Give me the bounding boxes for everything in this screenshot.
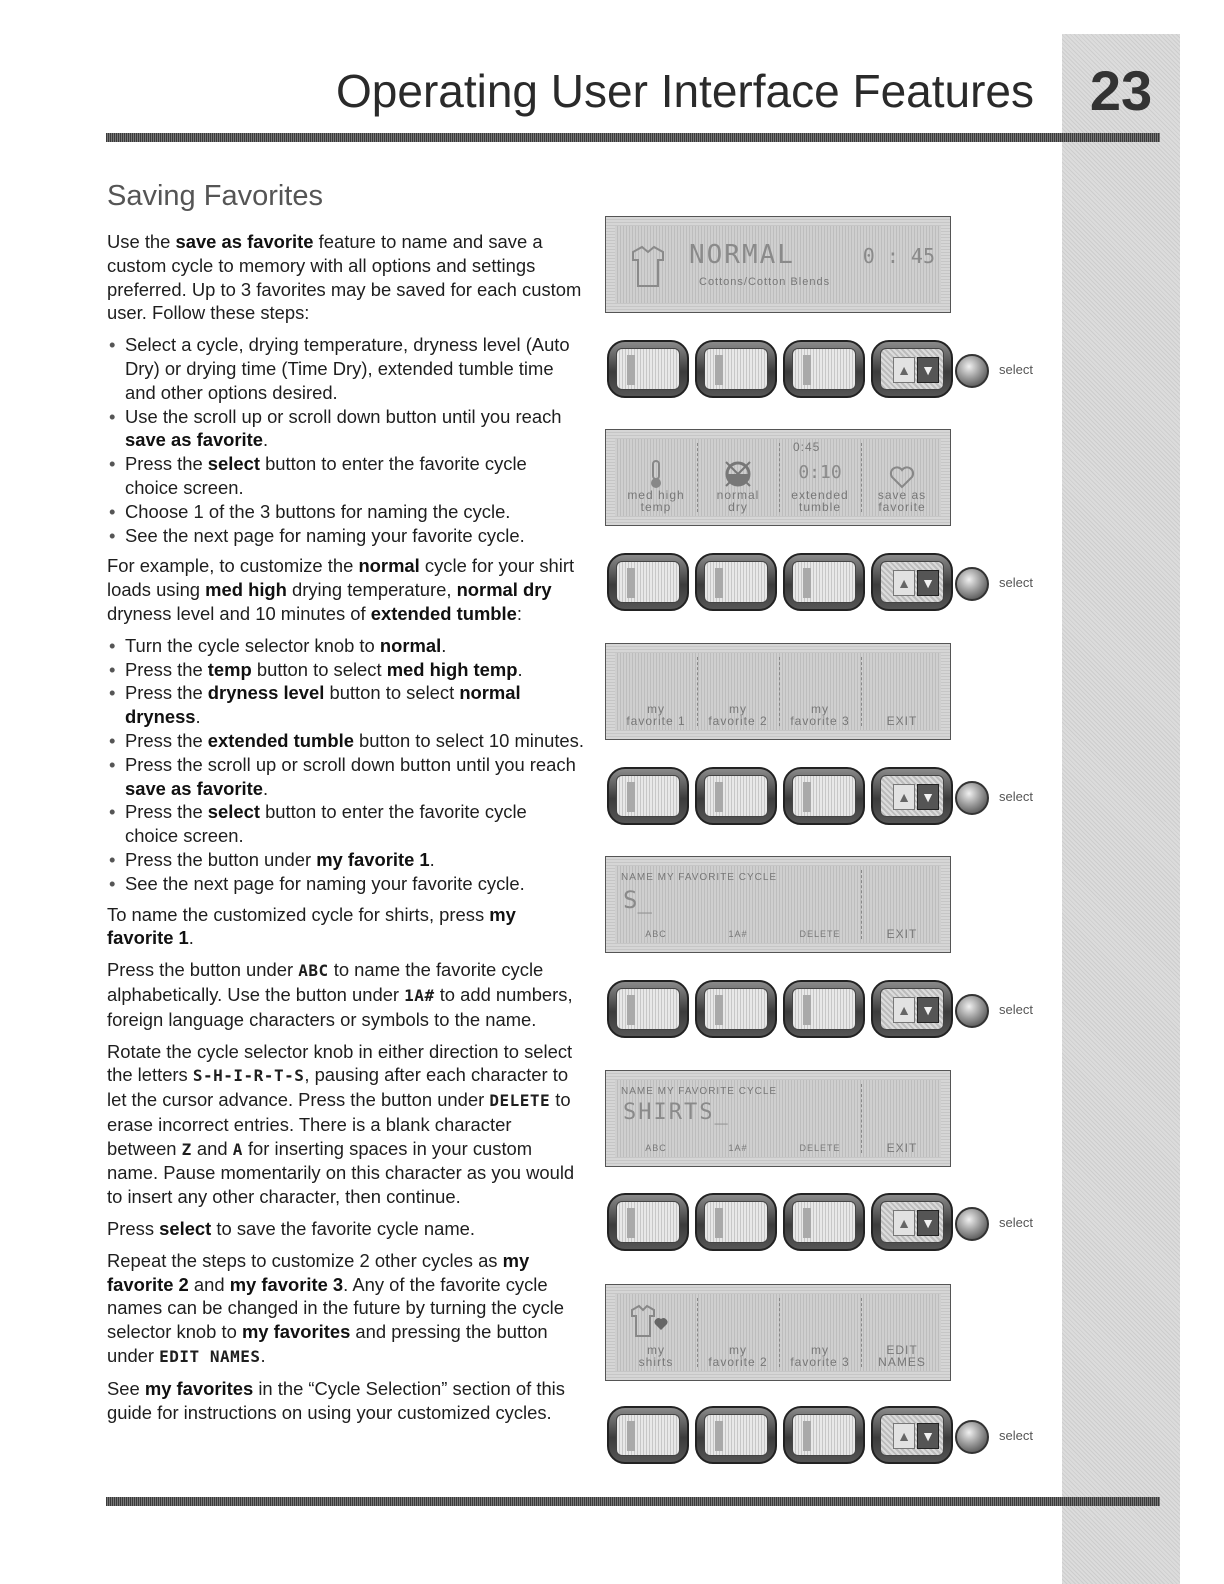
chevron-down-icon[interactable]: ▼ xyxy=(917,1210,939,1236)
favorite-2: my favorite 2 xyxy=(708,1343,768,1369)
scroll-buttons[interactable] xyxy=(871,1406,953,1464)
edit-names: EDIT NAMES xyxy=(878,1343,926,1369)
steps-list-2 xyxy=(107,634,585,896)
cycle-subtitle: Cottons/Cotton Blends xyxy=(699,276,831,288)
display-my-favorites xyxy=(605,1284,951,1381)
button-row xyxy=(607,1406,1047,1468)
chevron-up-icon[interactable]: ▲ xyxy=(893,784,915,810)
favorite-choice-2: my favorite 2 xyxy=(708,702,768,728)
instructions-text xyxy=(107,230,585,1432)
option-save-as-favorite: save as favorite xyxy=(861,439,943,516)
list-item: • Press the select button to enter the favorite cycle choice screen. xyxy=(107,452,585,500)
shirt-icon xyxy=(629,244,667,288)
scroll-buttons[interactable] xyxy=(871,767,953,825)
select-label: select xyxy=(999,575,1033,590)
favorite-choice-3: my favorite 3 xyxy=(790,702,850,728)
button-row xyxy=(607,767,1047,829)
soft-button-2[interactable] xyxy=(695,980,777,1038)
chevron-up-icon[interactable]: ▲ xyxy=(893,357,915,383)
page-number: 23 xyxy=(1089,59,1153,122)
page-title: Operating User Interface Features xyxy=(336,65,1034,117)
button-row xyxy=(607,1193,1047,1255)
soft-button-2[interactable] xyxy=(695,767,777,825)
soft-button-1[interactable] xyxy=(607,980,689,1038)
display-favorite-choice xyxy=(605,643,951,740)
chevron-up-icon[interactable]: ▲ xyxy=(893,1210,915,1236)
display-name-entry-s xyxy=(605,856,951,953)
steps-list-1 xyxy=(107,333,585,547)
abc-label: ABC xyxy=(645,929,667,939)
paragraph-rotate: Rotate the cycle selector knob in either direction to select the letters S-H-I-R-T-S, pausing after each character to let the cursor advance. Press the button under DELETE to erase incorrect entries. There is a blank character between Z and A for inserting spaces in your custom name. Pause momentarily on this character as you would to insert any other character, then continue. xyxy=(107,1040,575,1208)
soft-button-3[interactable] xyxy=(783,767,865,825)
display-options xyxy=(605,429,951,526)
paragraph-repeat: Repeat the steps to customize 2 other cycles as my favorite 2 and my favorite 3. Any of the favorite cycle names can be changed in the future by turning the cycle selector knob to my favorites and pressing the button under EDIT NAMES. xyxy=(107,1249,564,1367)
select-label: select xyxy=(999,1002,1033,1017)
soft-button-1[interactable] xyxy=(607,1193,689,1251)
top-rule xyxy=(106,133,1160,142)
list-item: • Press the dryness level button to select normal dryness. xyxy=(107,681,585,729)
select-label: select xyxy=(999,1428,1033,1443)
scroll-buttons[interactable] xyxy=(871,553,953,611)
chevron-up-icon[interactable]: ▲ xyxy=(893,1423,915,1449)
scroll-buttons[interactable] xyxy=(871,1193,953,1251)
paragraph-example: For example, to customize the normal cycle for your shirt loads using med high drying temperature, normal dry dryness level and 10 minutes of extended tumble: xyxy=(107,555,575,624)
list-item: • Use the scroll up or scroll down button until you reach save as favorite. xyxy=(107,405,585,453)
select-label: select xyxy=(999,362,1033,377)
abc-label: ABC xyxy=(645,1143,667,1153)
scroll-buttons[interactable] xyxy=(871,340,953,398)
select-label: select xyxy=(999,1215,1033,1230)
chevron-up-icon[interactable]: ▲ xyxy=(893,570,915,596)
list-item: • Press the button under my favorite 1. xyxy=(107,848,585,872)
soft-button-3[interactable] xyxy=(783,1406,865,1464)
list-item: • Press the extended tumble button to select 10 minutes. xyxy=(107,729,585,753)
list-item: • Turn the cycle selector knob to normal. xyxy=(107,634,585,658)
exit-label: EXIT xyxy=(886,927,918,941)
section-title: Saving Favorites xyxy=(107,180,323,212)
cycle-name: NORMAL xyxy=(689,240,795,270)
soft-button-1[interactable] xyxy=(607,340,689,398)
list-item: • Press the scroll up or scroll down button until you reach save as favorite. xyxy=(107,753,585,801)
chevron-down-icon[interactable]: ▼ xyxy=(917,1423,939,1449)
button-row xyxy=(607,980,1047,1042)
favorite-choice-exit: EXIT xyxy=(886,714,918,728)
side-band xyxy=(1062,34,1180,1584)
list-item: • Select a cycle, drying temperature, dryness level (Auto Dry) or drying time (Time Dry), extended tumble time and other options desired. xyxy=(107,333,585,404)
select-button[interactable] xyxy=(955,994,989,1028)
paragraph-save: Press select to save the favorite cycle name. xyxy=(107,1218,476,1240)
soft-button-3[interactable] xyxy=(783,980,865,1038)
options-time: 0:45 xyxy=(793,440,821,454)
delete-label: DELETE xyxy=(799,1143,841,1153)
name-heading: NAME MY FAVORITE CYCLE xyxy=(621,1086,778,1097)
select-button[interactable] xyxy=(955,1420,989,1454)
bottom-rule xyxy=(106,1497,1160,1506)
name-entry: S_ xyxy=(623,886,652,914)
delete-label: DELETE xyxy=(799,929,841,939)
favorite-my-shirts: my shirts xyxy=(638,1343,674,1369)
thermometer-icon xyxy=(648,459,664,489)
soft-button-3[interactable] xyxy=(783,1193,865,1251)
button-row xyxy=(607,340,1047,402)
name-entry: SHIRTS_ xyxy=(623,1100,730,1125)
paragraph-see-also: See my favorites in the “Cycle Selection” section of this guide for instructions on using your customized cycles. xyxy=(107,1377,565,1423)
select-button[interactable] xyxy=(955,1207,989,1241)
option-temp: med high temp xyxy=(615,439,697,516)
paragraph-abc: Press the button under ABC to name the favorite cycle alphabetically. Use the button under 1A# to add numbers, foreign language characters or symbols to the name. xyxy=(107,959,573,1030)
list-item: • Press the temp button to select med high temp. xyxy=(107,658,585,682)
list-item: • See the next page for naming your favorite cycle. xyxy=(107,524,585,548)
option-dryness: normal dry xyxy=(697,439,779,516)
option-extended-tumble: 0:10 extended tumble xyxy=(791,462,849,514)
soft-button-3[interactable] xyxy=(783,553,865,611)
numbers-label: 1A# xyxy=(728,1143,748,1153)
cycle-time: 0 : 45 xyxy=(862,244,935,268)
list-item: • See the next page for naming your favorite cycle. xyxy=(107,872,585,896)
soft-button-2[interactable] xyxy=(695,553,777,611)
soft-button-1[interactable] xyxy=(607,1406,689,1464)
select-button[interactable] xyxy=(955,567,989,601)
list-item: • Press the select button to enter the favorite cycle choice screen. xyxy=(107,800,585,848)
soft-button-3[interactable] xyxy=(783,340,865,398)
heart-icon xyxy=(889,465,915,489)
dryness-icon xyxy=(723,459,753,489)
exit-label: EXIT xyxy=(886,1141,918,1155)
chevron-down-icon[interactable]: ▼ xyxy=(917,997,939,1023)
soft-button-2[interactable] xyxy=(695,340,777,398)
select-button[interactable] xyxy=(955,354,989,388)
soft-button-2[interactable] xyxy=(695,1406,777,1464)
list-item: • Choose 1 of the 3 buttons for naming the cycle. xyxy=(107,500,585,524)
paragraph-intro: Use the save as favorite feature to name and save a custom cycle to memory with all options and settings preferred. Up to 3 favorites may be saved for each custom user. Follow these steps: xyxy=(107,231,582,324)
favorite-3: my favorite 3 xyxy=(790,1343,850,1369)
chevron-down-icon[interactable]: ▼ xyxy=(917,357,939,383)
scroll-buttons[interactable] xyxy=(871,980,953,1038)
chevron-down-icon[interactable]: ▼ xyxy=(917,784,939,810)
paragraph-name-shirts: To name the customized cycle for shirts, press my favorite 1. xyxy=(107,903,516,949)
soft-button-1[interactable] xyxy=(607,767,689,825)
display-name-entry-shirts xyxy=(605,1070,951,1167)
select-label: select xyxy=(999,789,1033,804)
select-button[interactable] xyxy=(955,781,989,815)
numbers-label: 1A# xyxy=(728,929,748,939)
soft-button-1[interactable] xyxy=(607,553,689,611)
favorite-choice-1: my favorite 1 xyxy=(626,702,686,728)
name-heading: NAME MY FAVORITE CYCLE xyxy=(621,872,778,883)
button-row xyxy=(607,553,1047,615)
soft-button-2[interactable] xyxy=(695,1193,777,1251)
chevron-down-icon[interactable]: ▼ xyxy=(917,570,939,596)
display-normal-cycle xyxy=(605,216,951,313)
chevron-up-icon[interactable]: ▲ xyxy=(893,997,915,1023)
